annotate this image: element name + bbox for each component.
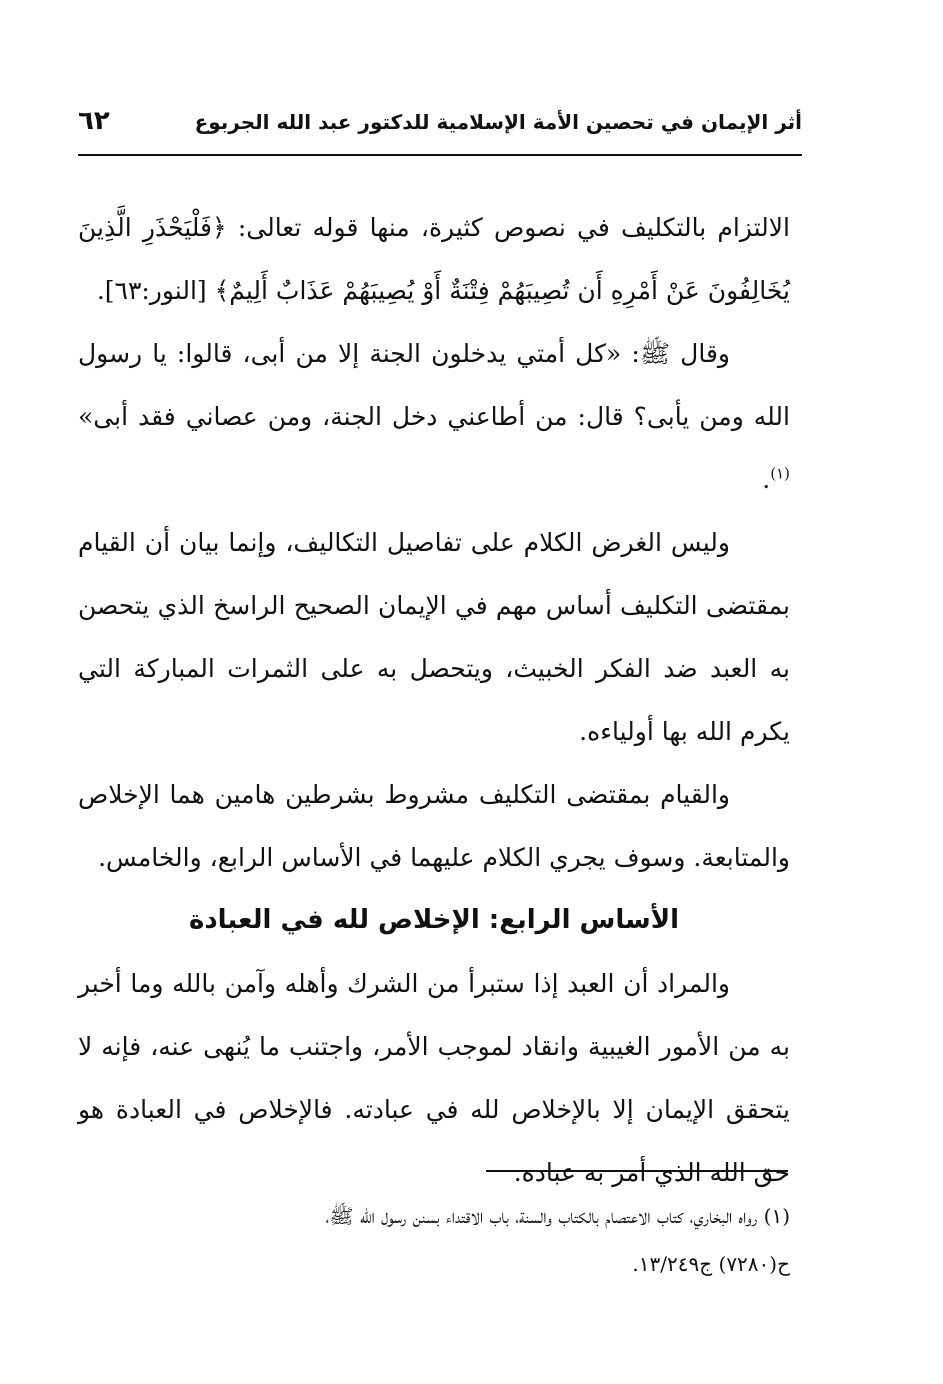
footnote-reference: (١) [770, 464, 790, 483]
page-number: ٦٢ [78, 106, 110, 136]
running-header-title: أثر الإيمان في تحصين الأمة الإسلامية للدكتور عبد الله الجربوع [194, 110, 802, 134]
hadith-text: وقال ﷺ: «كل أمتي يدخلون الجنة إلا من أبى، قالوا: يا رسول الله ومن يأبى؟ قال: من أطاعني دخل الجنة، ومن عصاني فقد أبى» [78, 339, 790, 431]
paragraph-hadith [78, 322, 790, 511]
hadith-end: . [762, 465, 771, 494]
running-header [78, 104, 802, 150]
paragraph-conditions: والقيام بمقتضى التكليف مشروط بشرطين هامين هما الإخلاص والمتابعة. وسوف يجري الكلام عليهما في الأساس الرابع، والخامس. [78, 780, 790, 872]
section-heading: الأساس الرابع: الإخلاص لله في العبادة [188, 905, 680, 935]
header-divider [78, 154, 802, 156]
paragraph-quran-verse: الالتزام بالتكليف في نصوص كثيرة، منها قوله تعالى: ﴿فَلْيَحْذَرِ الَّذِينَ يُخَالِفُونَ عَنْ أَمْرِهِ أَن تُصِيبَهُمْ فِتْنَةٌ أَوْ يُصِيبَهُمْ عَذَابٌ أَلِيمٌ﴾ [النور:٦٣]. [78, 213, 790, 305]
footnote [78, 1192, 790, 1288]
paragraph-sincerity: والمراد أن العبد إذا ستبرأ من الشرك وأهله وآمن بالله وما أخبر به من الأمور الغيبية وانقاد لموجب الأمر، واجتنب ما يُنهى عنه، فإنه لا يتحقق الإيمان إلا بالإخلاص لله في عبادته. فالإخلاص في العبادة هو حق الله الذي أمر به عباده. [78, 969, 790, 1187]
main-text [78, 196, 790, 1204]
footnote-line-1: (١) رواه البخاري، كتاب الاعتصام بالكتاب والسنة، باب الاقتداء بسنن رسول الله ﷺ، [325, 1204, 790, 1228]
footnote-divider [486, 1170, 788, 1172]
paragraph-purpose: وليس الغرض الكلام على تفاصيل التكاليف، وإنما بيان أن القيام بمقتضى التكليف أساس مهم في الإيمان الصحيح الراسخ الذي يتحصن به العبد ضد الفكر الخبيث، ويتحصل به على الثمرات المباركة التي يكرم الله بها أولياءه. [78, 528, 790, 746]
footnote-line-2: ح(٧٢٨٠) ج١٣/٢٤٩. [632, 1252, 790, 1276]
